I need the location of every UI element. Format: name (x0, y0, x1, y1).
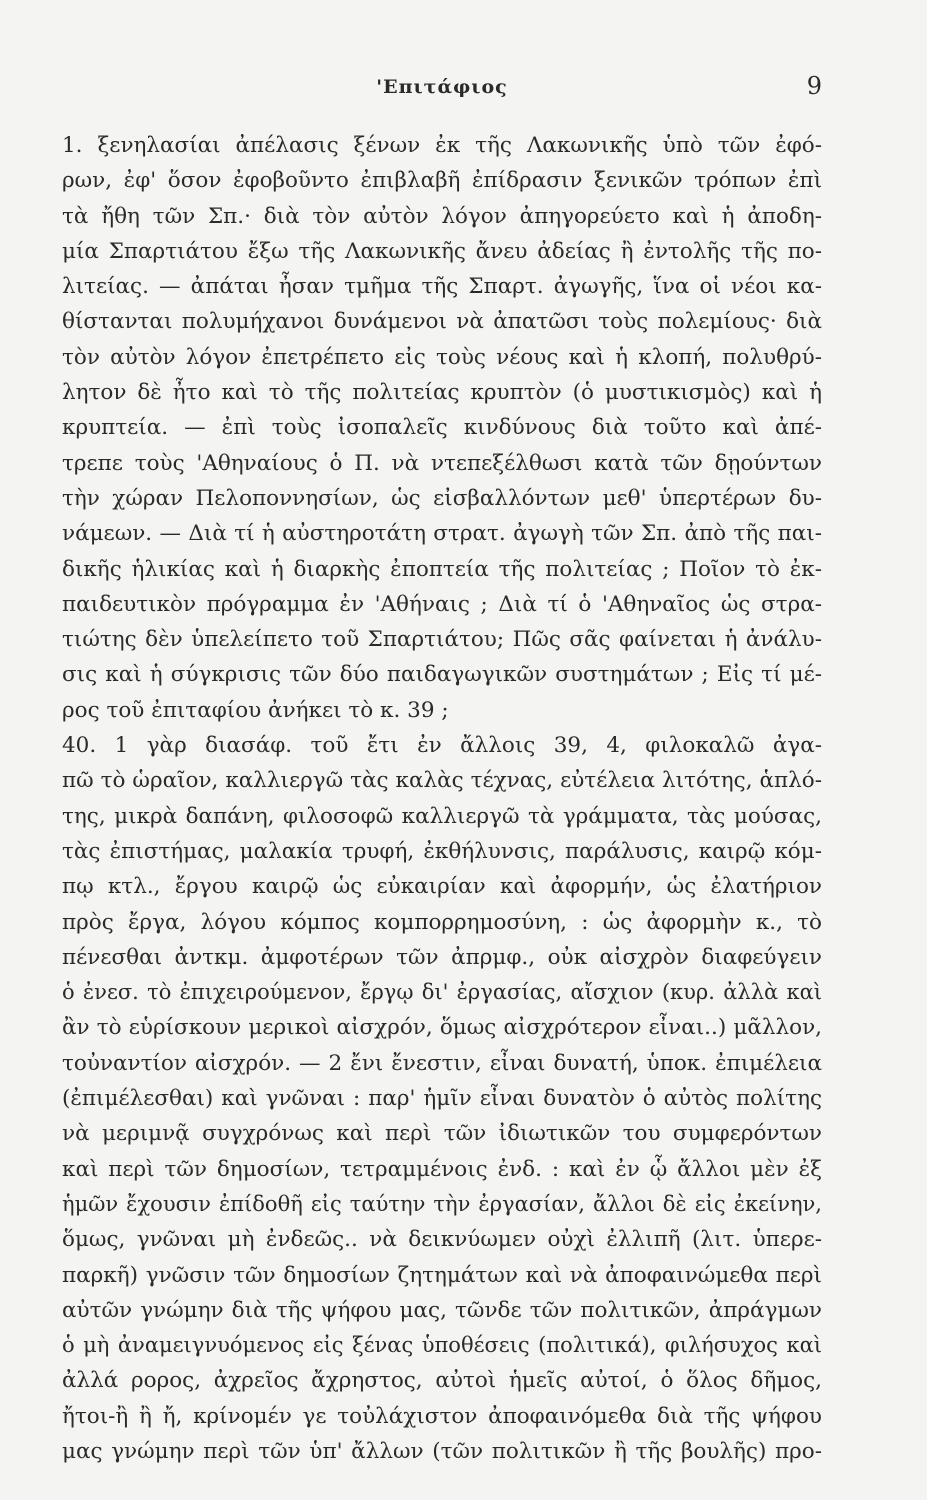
text-line: της, μικρὰ δαπάνη, φιλοσοφῶ καλλιεργῶ τὰ γράμματα, τὰς μούσας, (62, 803, 822, 829)
text-line: 1. ξενηλασίαι ἀπέλασις ξένων ἐκ τῆς Λακωνικῆς ὑπὸ τῶν ἐφό- (62, 133, 822, 158)
page-header (62, 72, 822, 106)
text-line: τιώτης δὲν ὑπελείπετο τοῦ Σπαρτιάτου; Πῶς σᾶς φαίνεται ἡ ἀνάλυ- (62, 627, 822, 653)
text-line: τοὐναντίον αἰσχρόν. — 2 ἔνι ἔνεστιν, εἶναι δυνατή, ὑποκ. ἐπιμέλεια (62, 1050, 822, 1076)
text-line: παιδευτικὸν πρόγραμμα ἐν 'Αθήναις ; Διὰ τί ὁ 'Αθηναῖος ὡς στρα- (62, 591, 822, 617)
text-line: νὰ μεριμνᾷ συγχρόνως καὶ περὶ τῶν ἰδιωτικῶν του συμφερόντων (62, 1121, 822, 1147)
running-head: 'Επιτάφιος (376, 76, 508, 98)
text-line: αὐτῶν γνώμην διὰ τῆς ψήφου μας, τῶνδε τῶν πολιτικῶν, ἀπράγμων (62, 1297, 822, 1323)
text-line: πένεσθαι ἀντκμ. ἀμφοτέρων τῶν ἀπρμφ., οὐκ αἰσχρὸν διαφεύγειν (62, 944, 822, 970)
text-line: κρυπτεία. — ἐπὶ τοὺς ἰσοπαλεῖς κινδύνους διὰ τοῦτο καὶ ἀπέ- (62, 415, 822, 441)
text-line: τὰ ἤθη τῶν Σπ.· διὰ τὸν αὐτὸν λόγον ἀπηγορεύετο καὶ ἡ ἀποδη- (62, 203, 822, 229)
page-number: 9 (806, 72, 822, 100)
text-line: τὸν αὐτὸν λόγον ἐπετρέπετο εἰς τοὺς νέους καὶ ἡ κλοπή, πολυθρύ- (62, 344, 822, 370)
text-line: τὰς ἐπιστήμας, μαλακία τρυφή, ἐκθήλυνσις, παράλυσις, καιρῷ κόμ- (62, 838, 822, 864)
text-line: ρος τοῦ ἐπιταφίου ἀνήκει τὸ κ. 39 ; (62, 697, 449, 723)
text-line: δικῆς ἡλικίας καὶ ἡ διαρκὴς ἐποπτεία τῆς πολιτείας ; Ποῖον τὸ ἐκ- (62, 556, 822, 582)
text-line: πρὸς ἔργα, λόγου κόμπος κομπορρημοσύνη, : ὡς ἀφορμὴν κ., τὸ (62, 909, 822, 935)
text-line: 40. 1 γὰρ διασάφ. τοῦ ἔτι ἐν ἄλλοις 39, 4, φιλοκαλῶ ἀγα- (62, 733, 822, 759)
text-line: καὶ περὶ τῶν δημοσίων, τετραμμένοις ἐνδ. : καὶ ἐν ᾧ ἄλλοι μὲν ἐξ (62, 1156, 822, 1182)
text-line: ὁ μὴ ἀναμειγνυόμενος εἰς ξένας ὑποθέσεις (πολιτικά), φιλήσυχος καὶ (62, 1333, 822, 1358)
text-line: θίστανται πολυμήχανοι δυνάμενοι νὰ ἀπατῶσι τοὺς πολεμίους· διὰ (62, 309, 822, 335)
text-line: σις καὶ ἡ σύγκρισις τῶν δύο παιδαγωγικῶν συστημάτων ; Εἰς τί μέ- (62, 662, 822, 688)
text-line: τρεπε τοὺς 'Αθηναίους ὁ Π. νὰ ντεπεξέλθωσι κατὰ τῶν δῃούντων (62, 450, 822, 476)
text-line: ἤτοι-ἢ ἢ ἤ, κρίνομέν γε τοὐλάχιστον ἀποφαινόμεθα διὰ τῆς ψήφου (62, 1403, 822, 1429)
commentary-text (62, 128, 822, 1469)
text-line: μία Σπαρτιάτου ἔξω τῆς Λακωνικῆς ἄνευ ἀδείας ἢ ἐντολῆς τῆς πο- (62, 238, 822, 264)
text-line: ρων, ἐφ' ὅσον ἐφοβοῦντο ἐπιβλαβῆ ἐπίδρασιν ξενικῶν τρόπων ἐπὶ (62, 168, 822, 194)
text-line: πῶ τὸ ὡραῖον, καλλιεργῶ τὰς καλὰς τέχνας, εὐτέλεια λιτότης, ἁπλό- (62, 768, 822, 794)
text-line: πῳ κτλ., ἔργου καιρῷ ὡς εὐκαιρίαν καὶ ἀφορμήν, ὡς ἐλατήριον (62, 874, 822, 900)
text-line: παρκῆ) γνῶσιν τῶν δημοσίων ζητημάτων καὶ νὰ ἀποφαινώμεθα περὶ (62, 1262, 822, 1288)
text-line: (ἐπιμέλεσθαι) καὶ γνῶναι : παρ' ἡμῖν εἶναι δυνατὸν ὁ αὐτὸς πολίτης (62, 1086, 822, 1112)
text-line: ἀλλά ρορος, ἀχρεῖος ἄχρηστος, αὐτοὶ ἡμεῖς αὐτοί, ὁ ὅλος δῆμος, (62, 1368, 822, 1394)
text-line: νάμεων. — Διὰ τί ἡ αὐστηροτάτη στρατ. ἀγωγὴ τῶν Σπ. ἀπὸ τῆς παι- (62, 521, 822, 547)
text-line: ἡμῶν ἔχουσιν ἐπίδοθῆ εἰς ταύτην τὴν ἐργασίαν, ἄλλοι δὲ εἰς ἐκείνην, (62, 1191, 822, 1216)
text-line: λιτείας. — ἀπάται ἦσαν τμῆμα τῆς Σπαρτ. ἀγωγῆς, ἵνα οἱ νέοι κα- (62, 274, 822, 300)
text-line: λητον δὲ ἦτο καὶ τὸ τῆς πολιτείας κρυπτὸν (ὁ μυστικισμὸς) καὶ ἡ (62, 380, 822, 406)
text-line: ὅμως, γνῶναι μὴ ἐνδεῶς.. νὰ δεικνύωμεν οὐχὶ ἐλλιπῆ (λιτ. ὑπερε- (62, 1227, 822, 1253)
text-line: ὁ ἐνεσ. τὸ ἐπιχειρούμενον, ἔργῳ δι' ἐργασίας, αἴσχιον (κυρ. ἀλλὰ καὶ (62, 980, 822, 1005)
text-line: ἂν τὸ εὑρίσκουν μερικοὶ αἰσχρόν, ὅμως αἰσχρότερον εἶναι..) μᾶλλον, (62, 1015, 822, 1041)
text-line: μας γνώμην περὶ τῶν ὑπ' ἄλλων (τῶν πολιτικῶν ἢ τῆς βουλῆς) προ- (62, 1438, 822, 1464)
text-line: τὴν χώραν Πελοποννησίων, ὡς εἰσβαλλόντων μεθ' ὑπερτέρων δυ- (62, 485, 822, 511)
